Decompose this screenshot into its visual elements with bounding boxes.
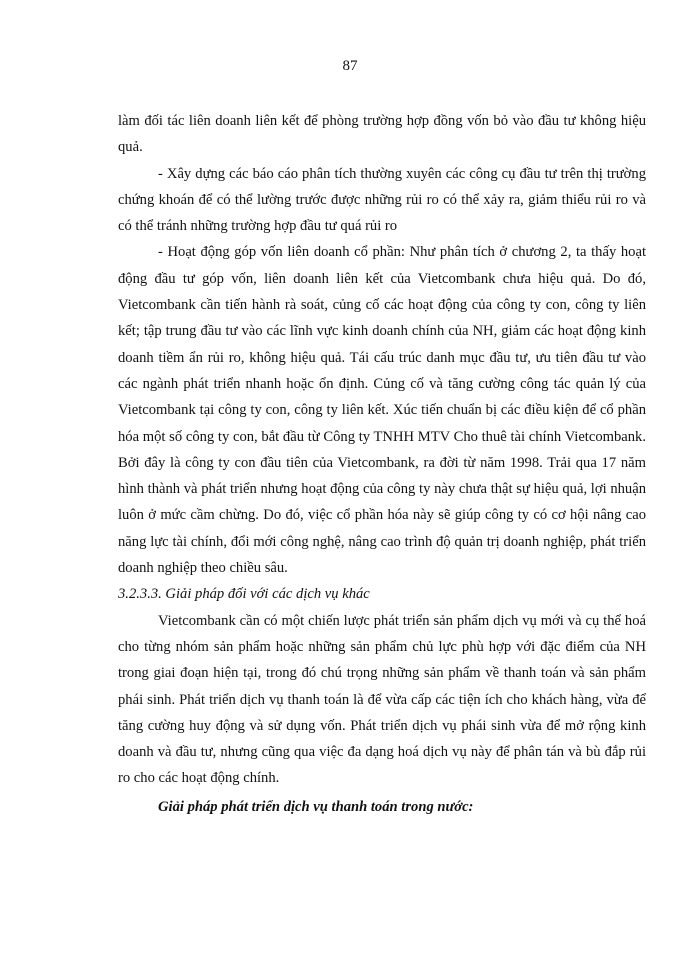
paragraph-service-strategy: Vietcombank cần có một chiến lược phát triển sản phẩm dịch vụ mới và cụ thể hoá cho từng nhóm sản phẩm hoặc những sản phẩm chủ lực phù hợp với đặc điểm của NH trong giai đoạn hiện tại, trong đó chú trọng những sản phẩm về thanh toán và sản phẩm phái sinh. Phát triển dịch vụ thanh toán là để vừa cấp các tiện ích cho khách hàng, vừa để tăng cường huy động và sử dụng vốn. Phát triển dịch vụ phái sinh vừa để mở rộng kinh doanh và đầu tư, nhưng cũng qua việc đa dạng hoá dịch vụ này để phân tán và bù đắp rủi ro cho các hoạt động chính.: [118, 612, 646, 787]
paragraph-securities-analysis: - Xây dựng các báo cáo phân tích thường xuyên các công cụ đầu tư trên thị trường chứng khoán để có thể lường trước được những rủi ro có thể xảy ra, giảm thiểu rủi ro và có thể tránh những trường hợp đầu tư quá rủi ro: [118, 165, 646, 235]
paragraph-joint-venture: - Hoạt động góp vốn liên doanh cổ phần: Như phân tích ở chương 2, ta thấy hoạt động đầu tư góp vốn, liên doanh liên kết của Vietcombank chưa hiệu quả. Do đó, Vietcombank cần tiến hành rà soát, củng cố các hoạt động của công ty con, công ty liên kết; tập trung đầu tư vào các lĩnh vực kinh doanh chính của NH, giảm các hoạt động kinh doanh tiềm ẩn rủi ro, không hiệu quả. Tái cấu trúc danh mục đầu tư, ưu tiên đầu tư vào các ngành phát triển nhanh hoặc ổn định. Củng cố và tăng cường công tác quản lý của Vietcombank tại công ty con, công ty liên kết. Xúc tiến chuẩn bị các điều kiện để cổ phần hóa một số công ty con, bắt đầu từ Công ty TNHH MTV Cho thuê tài chính Vietcombank. Bởi đây là công ty con đầu tiên của Vietcombank, ra đời từ năm 1998. Trải qua 17 năm hình thành và phát triển nhưng hoạt động của công ty này chưa thật sự hiệu quả, lợi nhuận luôn ở mức cầm chừng. Do đó, việc cổ phần hóa này sẽ giúp công ty có cơ hội nâng cao năng lực tài chính, đổi mới công nghệ, nâng cao trình độ quản trị doanh nghiệp, phát triển doanh nghiệp theo chiều sâu.: [118, 244, 646, 577]
page-number: 87: [342, 58, 358, 74]
subsection-heading: Giải pháp phát triển dịch vụ thanh toán trong nước:: [158, 798, 474, 815]
document-body: [118, 108, 646, 820]
paragraph-continuation: làm đối tác liên doanh liên kết để phòng trường hợp đồng vốn bỏ vào đầu tư không hiệu quả.: [118, 113, 646, 156]
section-heading: 3.2.3.3. Giải pháp đối với các dịch vụ khác: [118, 586, 370, 603]
